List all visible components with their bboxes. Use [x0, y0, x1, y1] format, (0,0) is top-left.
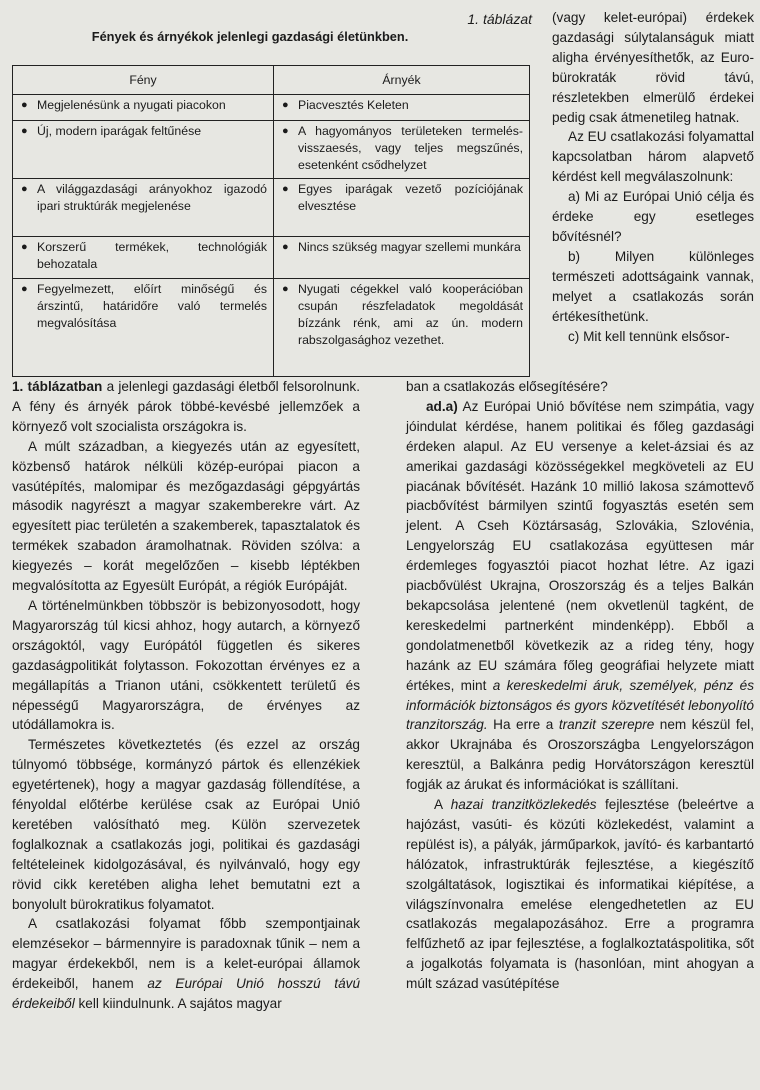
paragraph: A történelmünkben többször is bebizonyosodott, hogy Magyarország túl kicsi ahhoz, hogy autarch, a környező országoktól, vagy Európától független és sikeres gazdaságpolitikát folytasson. Fokozottan érvényes ez a megállapítás a Trianon utáni, csökkentett területű és népességű Magyarországra, de érvényes az utódállamokra is.	[12, 597, 360, 733]
bullet-icon: ●	[21, 125, 28, 137]
light-shadow-table	[12, 65, 530, 377]
light-cell: A világgazdasági arányokhoz igazodó ipari struktúrák megjelenése	[37, 182, 267, 213]
bullet-icon: ●	[282, 183, 289, 195]
shadow-cell: Egyes iparágak vezető pozíciójának elvesztése	[298, 182, 523, 213]
shadow-cell: Nyugati cégekkel való kooperációban csupán részfeladatok megoldását bízzánk rénk, ami az ún. modern rabszolgasághoz vezethet.	[298, 282, 523, 347]
light-cell: Fegyelmezett, előírt minőségű és árszintű, határidőre való termelés megvalósítása	[37, 282, 267, 330]
question-a: a) Mi az Európai Unió célja és érdeke egy esetleges bővítésnél?	[552, 189, 754, 244]
question-b: b) Milyen különleges természeti adottságaink vannak, melyet a csatlakozás során értékesíthetünk.	[552, 248, 754, 324]
bullet-icon: ●	[21, 241, 28, 253]
table-row	[13, 237, 530, 279]
table-header-row	[13, 66, 530, 95]
shadow-cell: Nincs szükség magyar szellemi munkára	[298, 240, 521, 254]
header-shadow: Árnyék	[274, 66, 530, 95]
paragraph: A múlt században, a kiegyezés után az egyesített, közbenső határok nélküli közép-európai piacon a vasútépítés, malomipar és mezőgazdasági gépgyártás második nagyrészt a magyar szakemberekre várt. Az egyesített piac területén a szakemberek, tapasztalatok és termékek szabadon áramolhatnak. Röviden szólva: a kiegyezés – korát megelőzően – kisebb léptékben megvalósította az Egyesült Európát, a régiók Európáját.	[12, 438, 360, 594]
lower-right-column	[406, 377, 754, 994]
section-label: ad.a)	[426, 398, 458, 414]
paragraph: (vagy kelet-európai) érdekek gazdasági súlytalanságuk miatt aligha érvényesíthetők, az Euro-bürokraták rövid távú, részletekben elmerülő érdekei pedig csak átmenetileg hatnak.	[552, 10, 754, 125]
right-column	[552, 8, 754, 346]
paragraph: A csatlakozási folyamat főbb szempontjainak elemzésekor – bármennyire is paradoxnak tűnik – nem a magyar érdekekből, nem is a kelet-európai államok érdekeiből, hanem az Európai Unió hosszú távú érdekeiből kell kiindulnunk. A sajátos magyar	[12, 916, 360, 1012]
emphasis: hazai tranzitközlekedés	[450, 797, 597, 813]
shadow-cell: Piacvesztés Keleten	[298, 98, 409, 112]
emphasis: a kereskedelmi áruk, személyek, pénz és információk biztonságos és gyors közvetítését lebonyolító tranzitország.	[406, 677, 754, 733]
table-title: Fények és árnyékok jelenlegi gazdasági életünkben.	[91, 29, 409, 44]
emphasis: az Európai Unió hosszú távú érdekeiből	[12, 976, 360, 1012]
table-row	[13, 95, 530, 121]
table-row	[13, 179, 530, 237]
bullet-icon: ●	[282, 283, 289, 295]
shadow-cell: A hagyományos területeken termelés-visszaesés, vagy teljes megszűnés, esetenként csődhelyzet	[298, 124, 523, 172]
bullet-icon: ●	[21, 183, 28, 195]
table-reference: 1. táblázatban	[12, 379, 103, 394]
table-number: 1. táblázat	[467, 11, 532, 27]
light-cell: Korszerű termékek, technológiák behozatala	[37, 240, 267, 271]
bullet-icon: ●	[282, 125, 289, 137]
question-c: c) Mit kell tennünk elsősor-	[568, 328, 730, 344]
paragraph: ban a csatlakozás elősegítésére?	[406, 379, 608, 394]
header-light: Fény	[13, 66, 274, 95]
paragraph: ad.a) Az Európai Unió bővítése nem szimpátia, vagy jóindulat kérdése, hanem politikai és főleg gazdasági érdeken alapul. Az EU versenye a kelet-ázsiai és az amerikai gazdasági közösségekkel megköveteli az EU piacának bővítését. Hazánk 10 millió lakosa számottevő piacbővítést bármilyen szintű fogyasztás esetén sem jelent. A Cseh Köztársaság, Szlovákia, Szlovénia, Lengyelország EU csatlakozása együttesen már érdemleges fogyasztói piacot hozhat létre. Az igazi piacbővülést Ukrajna, Oroszország és a teljes Balkán bekapcsolása jelentené (nem okvetlenül tagként, de kereskedelmi partnerként mindenképp). Ebből a gondolatmenetből következik az a rideg tény, hogy hazánk az EU számára főleg geográfiai helyzete miatt értékes, mint a kereskedelmi áruk, személyek, pénz és információk biztonságos és gyors közvetítését lebonyolító tranzitország. Ha erre a tranzit szerepre nem készül fel, akkor Ukrajnába és Oroszországba Lengyelországon keresztül, a Balkánra pedig Horvátországon keresztül fogják az árukat és információkat is szállítani.	[406, 398, 754, 793]
paragraph: A hazai tranzitközlekedés fejlesztése (beleértve a hajózást, vasúti- és közúti közlekedést, valamint a repülést is), a pályák, járműparkok, javító- és karbantartó hálózatok, infrastruktúrák fejlesztése, a kiegészítő szolgáltatások, logisztikai és informatikai kiépítése, a világszínvonalra emelése elengedhetetlen az EU csatlakozás megalapozásához. Erre a programra felfűzhető az ipar fejlesztése, a foglalkoztatáspolitika, sőt a jogalkotás folyamata is (hasonlóan, mint ahogyan a múlt század vasútépítése	[406, 797, 754, 992]
paragraph: 1. táblázatban a jelenlegi gazdasági életből felsorolnunk. A fény és árnyék párok többé-kevésbé jellemzőek a környező volt szocialista országokra is.	[12, 379, 360, 434]
emphasis: tranzit szerepre	[558, 717, 655, 733]
bullet-icon: ●	[282, 99, 289, 111]
light-cell: Új, modern iparágak feltűnése	[37, 124, 202, 138]
table-row	[13, 279, 530, 377]
bullet-icon: ●	[21, 283, 28, 295]
light-cell: Megjelenésünk a nyugati piacokon	[37, 98, 226, 112]
bullet-icon: ●	[21, 99, 28, 111]
bullet-icon: ●	[282, 241, 289, 253]
paragraph: Természetes következtetés (és ezzel az ország túlnyomó többsége, kormányzó pártok és ellenzékiek egyetértenek), hogy a magyar gazdaság föllendítése, a fényoldal előtérbe kerülése csak az Európai Unió keretében valósítható meg. Külön szervezetek foglalkoznak a csatlakozás jogi, politikai és gazdasági feltételeinek kidolgozásával, és nyilvánvaló, hogy egy rövid cikk keretében aligha lehet bemutatni ezt a bonyolult bürokratikus folyamatot.	[12, 737, 360, 912]
left-column	[12, 377, 360, 1014]
paragraph: Az EU csatlakozási folyamattal kapcsolatban három alapvető kérdést kell megválaszolnunk:	[552, 129, 754, 185]
table-row	[13, 121, 530, 179]
table-caption	[8, 10, 532, 46]
